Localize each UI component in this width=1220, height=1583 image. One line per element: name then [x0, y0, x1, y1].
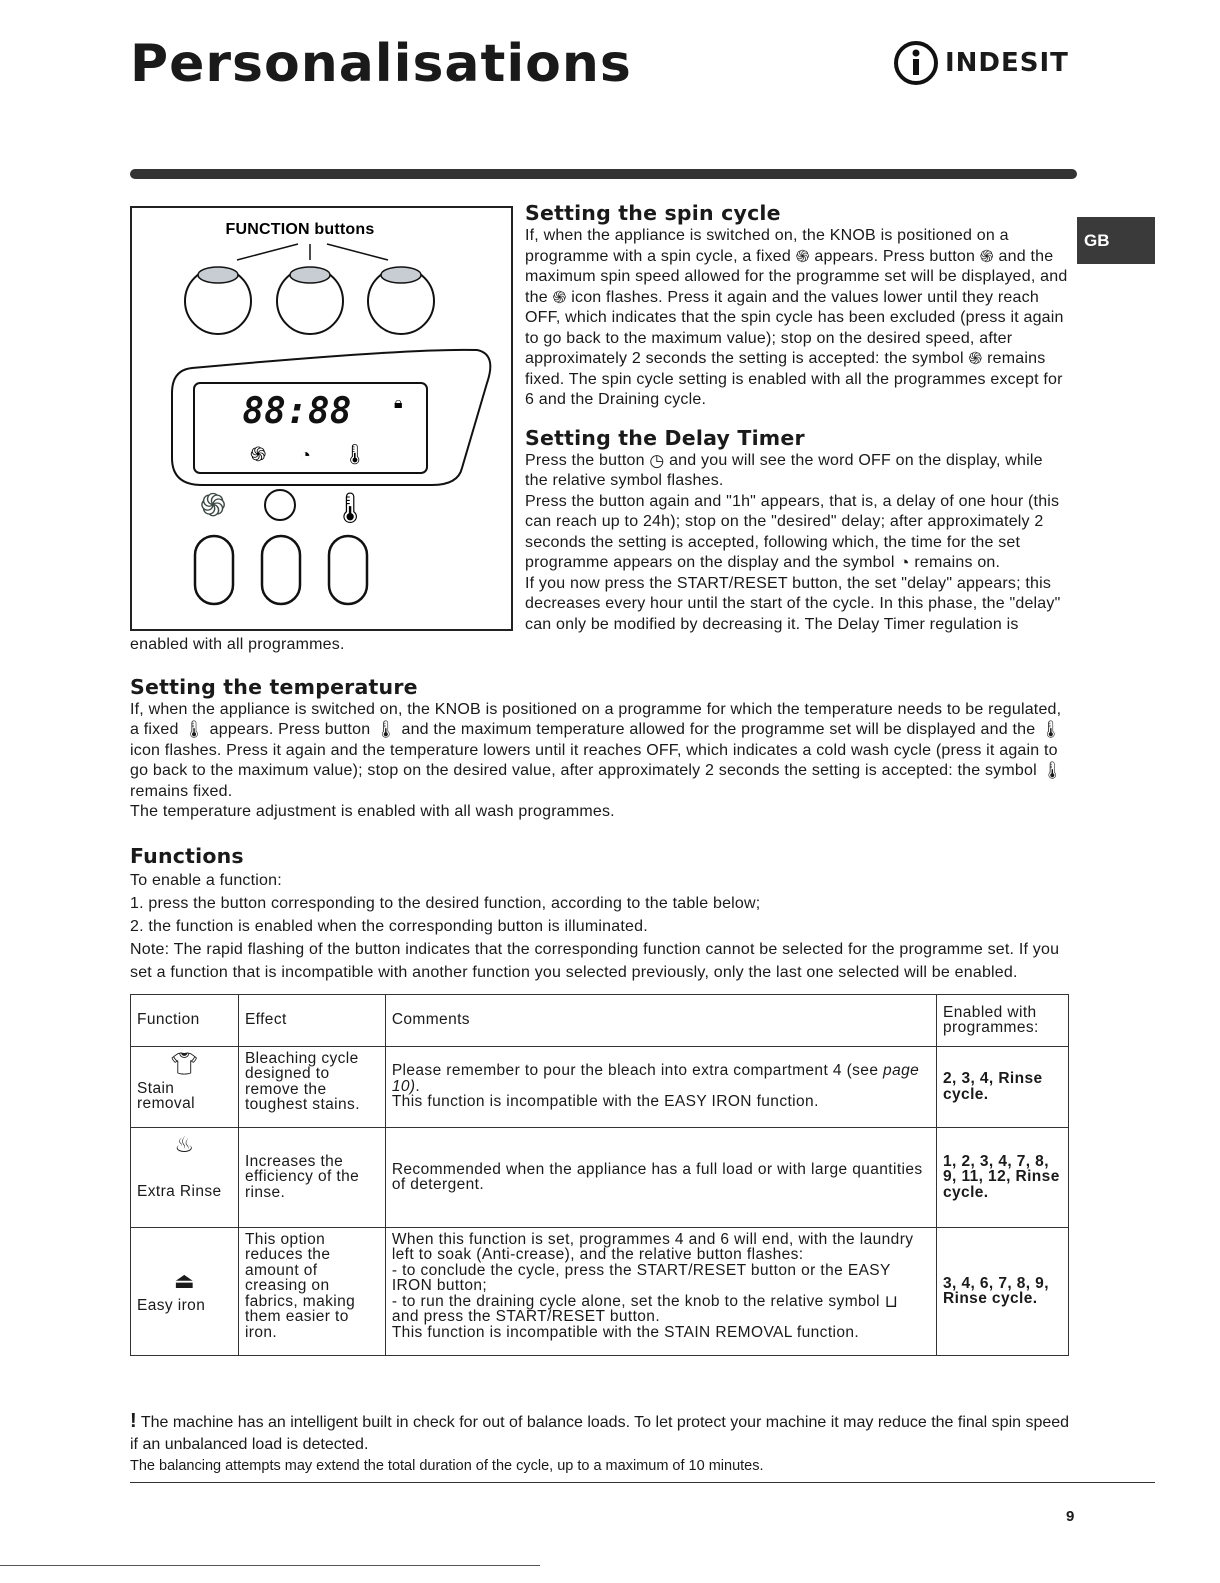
delay-icon: ◔: [300, 445, 312, 465]
extra-rinse-icon: ♨: [174, 1131, 195, 1157]
indesit-logo-icon: [893, 40, 939, 86]
effect: Bleaching cycle designed to remove the toughest stains.: [238, 1046, 385, 1127]
table-header-row: [131, 994, 1069, 1046]
enabled-programmes: 3, 4, 6, 7, 8, 9, Rinse cycle.: [937, 1227, 1069, 1355]
control-panel-diagram: [130, 206, 513, 631]
spin-icon: ֍: [968, 349, 983, 368]
delay-icon: ◔: [899, 553, 910, 572]
delay-text: Press the button ◷ and you will see the word OFF on the display, while the relative symbol flashes. Press the button again and "1h" appears, that is, a delay of one hour (this can reach up to 24h); stop on the "desired" delay; after approximately 2 seconds the setting is accepted, following which, the time for the set programme appears on the display and the symbol ◔ remains on. If you now press the START/RESET button, the set "delay" appears; this decreases every hour until the start of the cycle. In this phase, the "delay" can only be modified by decreasing it. The Delay Timer regulation is enabled with all programmes.: [130, 450, 1061, 653]
brand-name: INDESIT: [945, 48, 1069, 78]
function-name: Stain removal: [137, 1079, 195, 1112]
spin-icon: ֍: [979, 246, 994, 266]
table-row: [131, 1046, 1069, 1127]
table-row: [131, 1227, 1069, 1355]
lock-icon: 🔒︎: [394, 395, 403, 412]
display-digits: 88:88: [242, 391, 352, 432]
functions-heading: Functions: [130, 843, 244, 868]
spin-icon: ֍: [795, 246, 810, 266]
delay-timer-icon: ◷: [649, 450, 665, 470]
header-comments: Comments: [385, 994, 936, 1046]
spin-icon: ֍: [250, 444, 267, 466]
temperature-text: If, when the appliance is switched on, the KNOB is positioned on a programme for which the temperature needs to be regulated, a fixed 🌡︎ appears. Press button 🌡︎ and the maximum temperature allowed for the programme set will be displayed and the 🌡︎ icon flashes. Press it again and the temperature lowers until it reaches OFF, which indicates a cold wash cycle (press it again to go back to the maximum value); stop on the desired value, after approximately 2 seconds the setting is accepted: the symbol 🌡︎ remains fixed. The temperature adjustment is enabled with all wash programmes.: [130, 700, 1064, 820]
effect: Increases the efficiency of the rinse.: [238, 1127, 385, 1227]
temperature-heading: Setting the temperature: [130, 674, 418, 699]
thermometer-icon: 🌡︎: [375, 720, 397, 739]
enabled-programmes: 2, 3, 4, Rinse cycle.: [937, 1046, 1069, 1127]
delay-timer-button-icon: [265, 490, 295, 520]
enabled-programmes: 1, 2, 3, 4, 7, 8, 9, 11, 12, Rinse cycle.: [937, 1127, 1069, 1227]
comments: Please remember to pour the bleach into extra compartment 4 (see page 10). This function is incompatible with the EASY IRON function.: [385, 1046, 936, 1127]
thermometer-icon: 🌡︎: [183, 720, 205, 739]
footer-rule: [130, 1482, 1155, 1483]
language-tab: GB: [1077, 217, 1155, 264]
functions-table: [130, 994, 1069, 1356]
stain-removal-icon: 👕︎: [170, 1050, 199, 1076]
balance-note: The machine has an intelligent built in check for out of balance loads. To let protect your machine it may reduce the final spin speed if an unbalanced load is detected.: [130, 1414, 1070, 1453]
thermometer-icon: 🌡︎: [1039, 720, 1062, 739]
drain-icon: ⊔: [884, 1291, 899, 1311]
spin-icon: ֍: [552, 287, 567, 307]
page-title: Personalisations: [130, 34, 632, 94]
effect: This option reduces the amount of creasing on fabrics, making them easier to iron.: [238, 1227, 385, 1355]
spin-text: If, when the appliance is switched on, the KNOB is positioned on a programme with a spin cycle, a fixed ֍ appears. Press button ֍ and the maximum spin speed allowed for the programme set will be displayed, and the ֍ icon flashes. Press it again and the values lower until they reach OFF, which indicates that the spin cycle has been excluded (press it again to go back to the maximum value); stop on the desired speed, after approximately 2 seconds the setting is accepted: the symbol ֍ remains fixed. The spin cycle setting is enabled with all the programmes except for 6 and the Draining cycle.: [525, 227, 1068, 408]
function-name: Easy iron: [137, 1297, 206, 1315]
thermometer-icon: 🌡︎: [342, 444, 368, 466]
indesit-logo: [893, 40, 1069, 86]
function-name: Extra Rinse: [137, 1182, 222, 1200]
option-buttons[interactable]: [195, 536, 367, 604]
easy-iron-icon: ⏏: [173, 1268, 196, 1294]
table-row: [131, 1127, 1069, 1227]
header-function: Function: [131, 994, 239, 1046]
header-enabled: Enabled with programmes:: [937, 994, 1069, 1046]
bottom-rule: [0, 1565, 540, 1566]
comments: Recommended when the appliance has a full load or with large quantities of detergent.: [385, 1127, 936, 1227]
main-content: [130, 200, 1070, 1356]
page-number: 9: [1066, 1508, 1075, 1525]
footer-note: [130, 1410, 1070, 1476]
delay-heading: Setting the Delay Timer: [525, 425, 805, 450]
warning-icon: !: [130, 1410, 137, 1432]
function-buttons-label: FUNCTION buttons: [225, 221, 375, 238]
spin-heading: Setting the spin cycle: [525, 201, 781, 225]
temperature-button-icon: 🌡︎: [331, 492, 370, 525]
balance-note-small: The balancing attempts may extend the total duration of the cycle, up to a maximum of 10 minutes.: [130, 1458, 764, 1474]
header-rule: [130, 169, 1077, 179]
thermometer-icon: 🌡︎: [1041, 761, 1064, 780]
functions-text: To enable a function: 1. press the button corresponding to the desired function, according to the table below; 2. the function is enabled when the corresponding button is illuminated. Note: The rapid flashing of the button indicates that the corresponding function cannot be selected for the programme set. If you set a function that is incompatible with another function you selected previously, only the last one selected will be enabled.: [130, 871, 1060, 981]
function-buttons[interactable]: [185, 267, 434, 334]
comments: When this function is set, programmes 4 and 6 will end, with the laundry left to soak (Anti-crease), and the relative button flashes: - to conclude the cycle, press the START/RESET button or the EASY IRON button; - to run the draining cycle alone, set the knob to the relative symbol ⊔ and press the START/RESET button. This function is incompatible with the STAIN REMOVAL function.: [385, 1227, 936, 1355]
header-effect: Effect: [238, 994, 385, 1046]
spin-button-icon: ֍: [200, 487, 227, 523]
